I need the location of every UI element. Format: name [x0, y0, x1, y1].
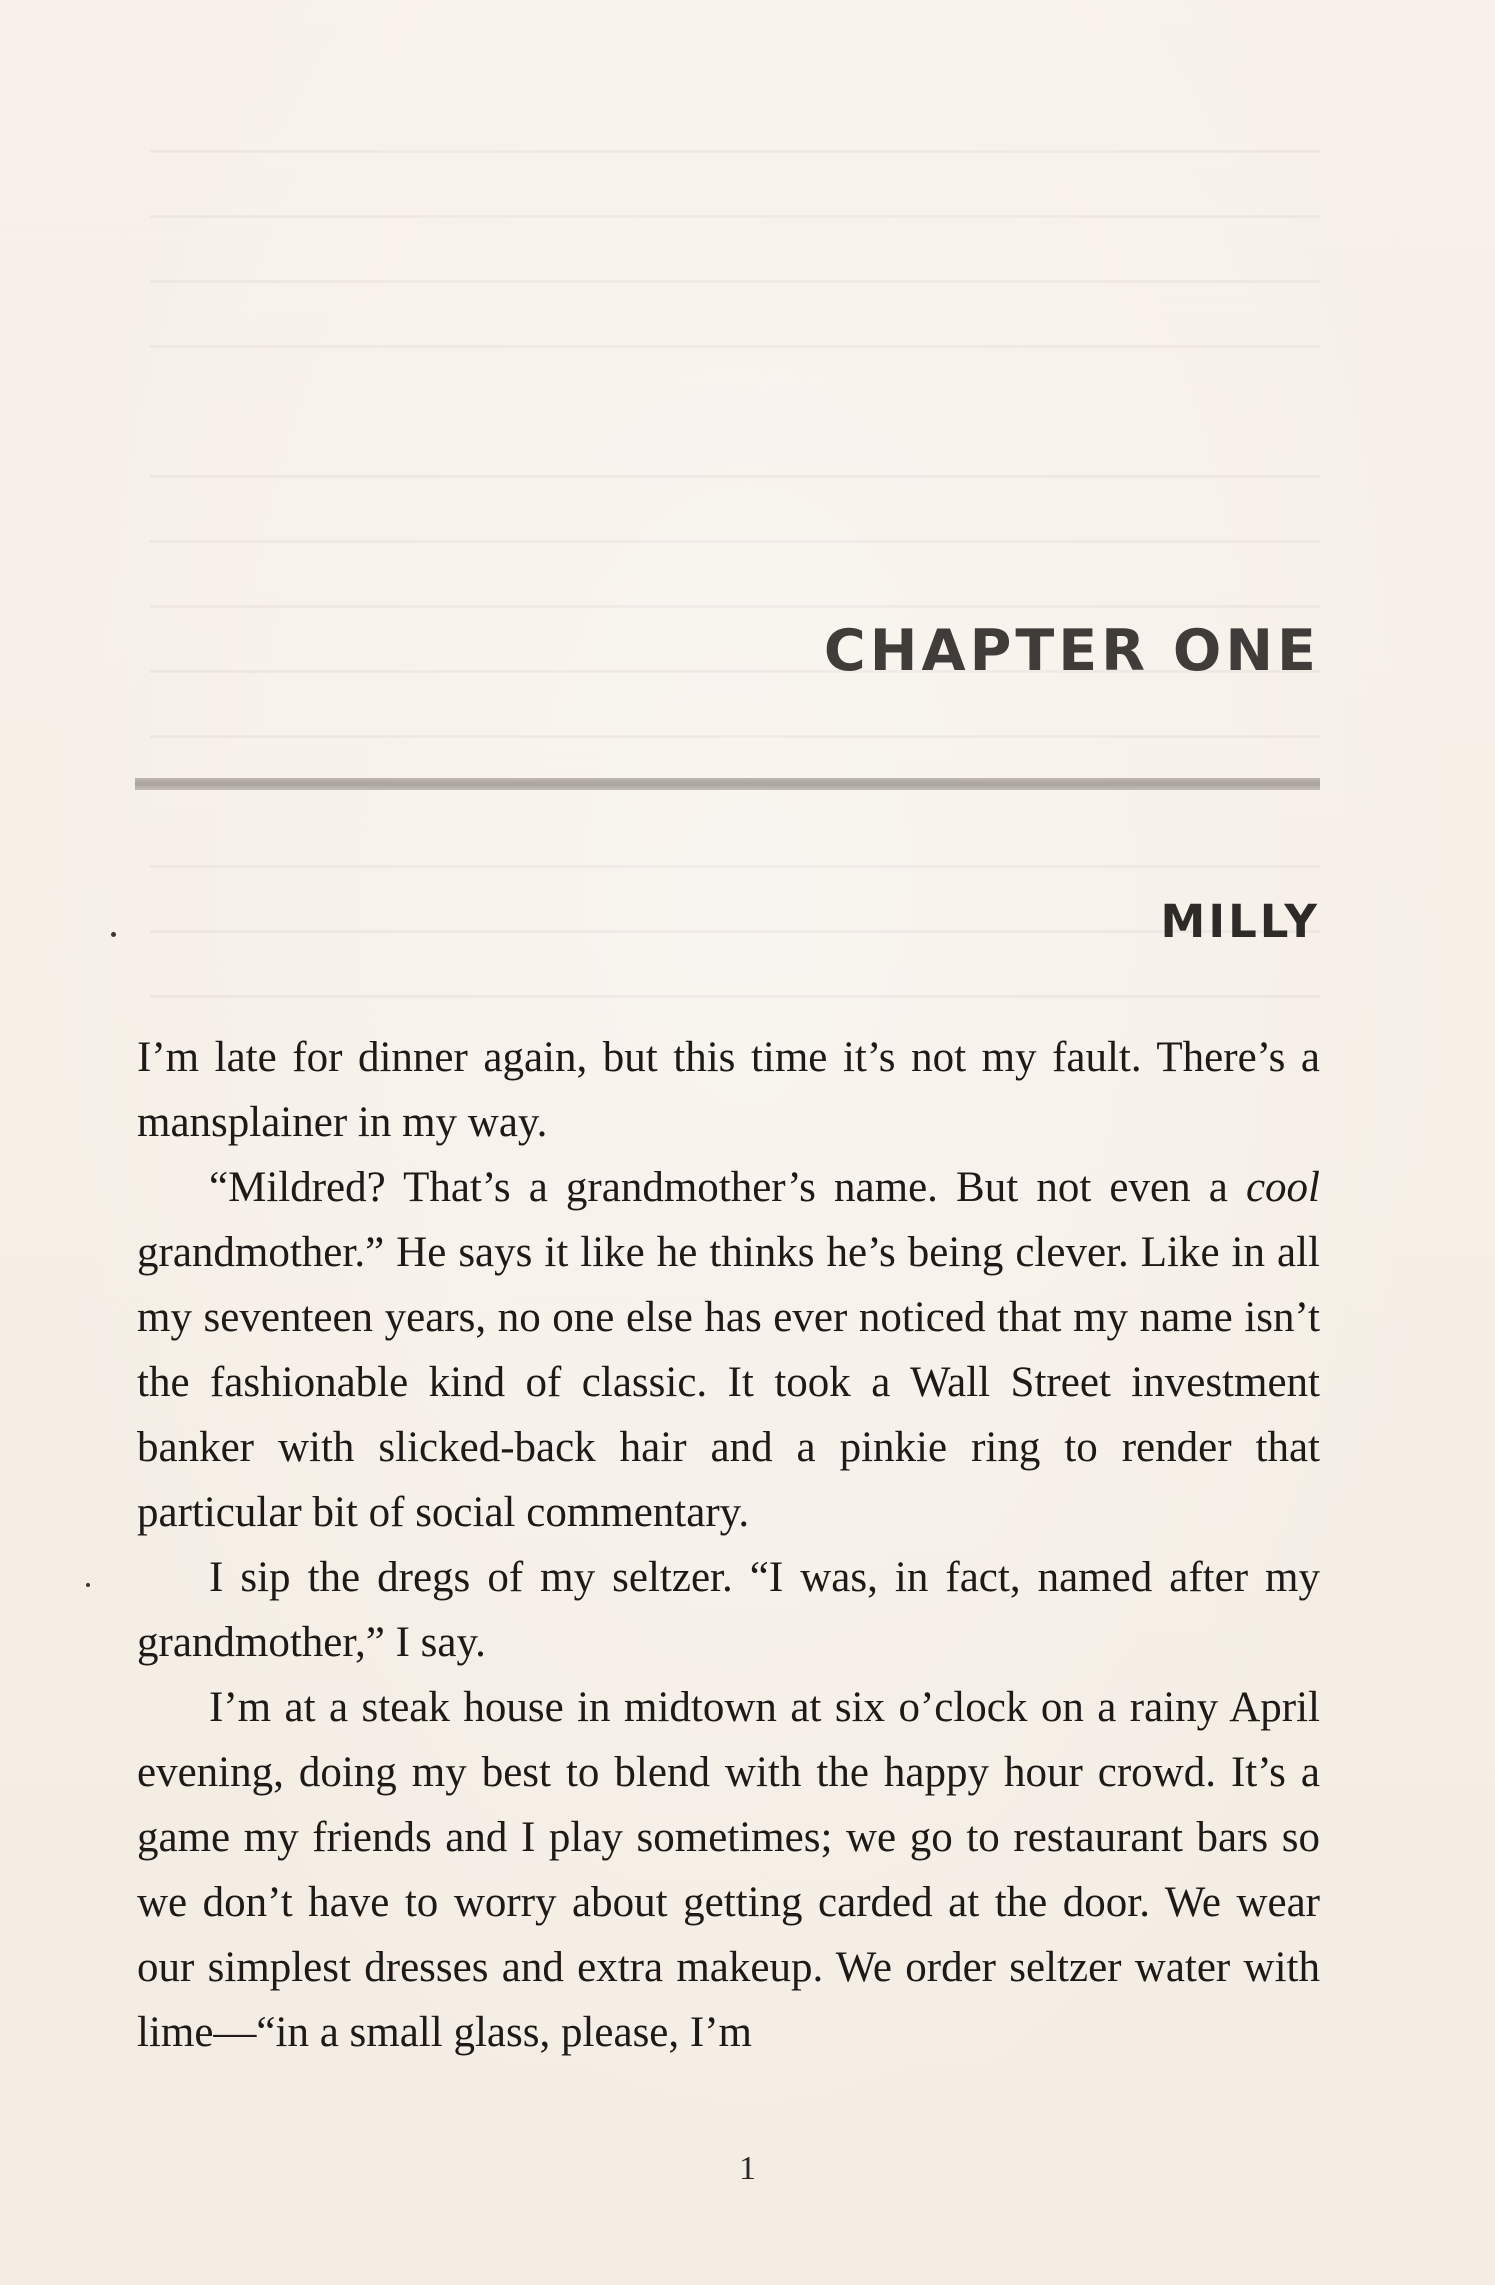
paragraph: I’m late for dinner again, but this time it’s not my fault. There’s a mansplainer in my way.: [137, 1034, 1320, 1146]
chapter-body: [137, 1025, 1320, 2065]
chapter-rule: [135, 778, 1320, 790]
bleed-through-line: [150, 930, 1320, 933]
speck-mark: [111, 932, 116, 937]
paragraph: [137, 1155, 1320, 1545]
page-number: 1: [739, 2150, 756, 2187]
bleed-through-line: [150, 540, 1320, 543]
paragraph-text: “Mildred? That’s a grandmother’s name. But not even a: [209, 1164, 1246, 1211]
bleed-through-line: [150, 605, 1320, 608]
paragraph: I’m at a steak house in midtown at six o’clock on a rainy April evening, doing my best to blend with the happy hour crowd. It’s a game my friends and I play sometimes; we go to restaurant bars so we don’t have to worry about getting carded at the door. We wear our simplest dresses and extra makeup. We order seltzer water with lime—“in a small glass, please, I’m: [137, 1684, 1320, 2056]
bleed-through-line: [150, 735, 1320, 738]
bleed-through-line: [150, 995, 1320, 998]
paragraph-text: grandmother.” He says it like he thinks he’s being clever. Like in all my seventeen years, no one else has ever noticed that my name isn’t the fashionable kind of classic. It took a Wall Street investment banker with slicked-back hair and a pinkie ring to render that particular bit of social commentary.: [137, 1229, 1320, 1536]
bleed-through-line: [150, 215, 1320, 218]
emphasis-text: cool: [1245, 1164, 1320, 1211]
bleed-through-line: [150, 865, 1320, 868]
bleed-through-line: [150, 345, 1320, 348]
bleed-through-line: [150, 150, 1320, 153]
narrator-name: MILLY: [1160, 895, 1320, 948]
speck-mark: [86, 1583, 90, 1587]
bleed-through-line: [150, 280, 1320, 283]
chapter-heading: CHAPTER ONE: [823, 618, 1320, 684]
bleed-through-line: [150, 475, 1320, 478]
paragraph: I sip the dregs of my seltzer. “I was, in fact, named after my grandmother,” I say.: [137, 1554, 1320, 1666]
